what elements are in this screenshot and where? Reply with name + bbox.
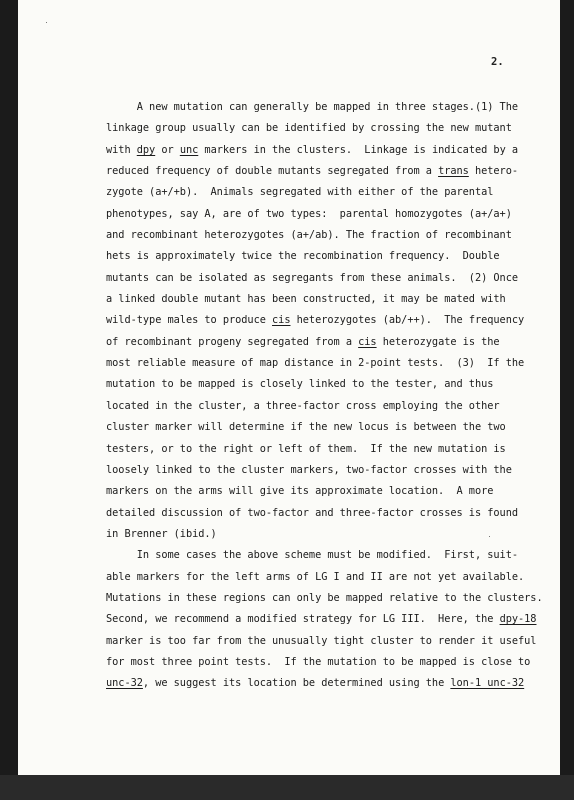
- text-line: [106, 204, 516, 225]
- text-segment: most reliable measure of map distance in 2-point tests. (3) If the: [106, 357, 525, 370]
- text-segment: hets is approximately twice the recombination frequency. Double: [106, 250, 500, 263]
- underlined-term: lon-1 unc-32: [450, 677, 525, 690]
- text-segment: hetero-: [468, 165, 519, 178]
- text-segment: In some cases the above scheme must be modified. First, suit-: [106, 549, 519, 562]
- underlined-term: unc-32: [106, 677, 143, 690]
- text-segment: A new mutation can generally be mapped in three stages.(1) The: [106, 101, 519, 113]
- text-segment: in Brenner (ibid.): [106, 527, 217, 540]
- text-line: [106, 460, 516, 481]
- text-segment: for most three point tests. If the mutation to be mapped is close to: [106, 655, 531, 668]
- text-segment: wild-type males to produce: [106, 314, 273, 327]
- speck: [46, 22, 47, 23]
- text-line: [106, 289, 516, 310]
- text-line: [106, 545, 519, 566]
- text-line: [106, 631, 537, 652]
- text-line: [106, 503, 519, 524]
- text-segment: mutation to be mapped is closely linked to the tester, and thus: [106, 378, 494, 391]
- text-segment: of recombinant progeny segregated from a: [106, 335, 359, 348]
- text-segment: linkage group usually can be identified by crossing the new mutant: [106, 122, 512, 135]
- text-segment: Second, we recommend a modified strategy for LG III. Here, the: [106, 613, 500, 626]
- text-line: [106, 588, 543, 609]
- text-line: [106, 673, 525, 694]
- text-line: [106, 374, 516, 395]
- text-line: [106, 652, 531, 673]
- speck: [489, 536, 490, 537]
- text-line: [106, 481, 516, 502]
- text-line: [106, 439, 516, 460]
- text-line: [106, 97, 519, 118]
- text-line: [106, 567, 525, 588]
- text-segment: markers on the arms will give its approximate location. A more: [106, 485, 494, 498]
- text-segment: markers in the clusters. Linkage is indicated by a: [198, 143, 519, 156]
- body-text: [106, 97, 543, 695]
- text-segment: zygote (a+/+b). Animals segregated with either of the parental: [106, 186, 494, 199]
- text-segment: and recombinant heterozygotes (a+/ab). The fraction of recombinant: [106, 229, 512, 242]
- text-line: [106, 140, 519, 161]
- text-line: [106, 332, 516, 353]
- text-line: [106, 609, 537, 630]
- text-segment: able markers for the left arms of LG I and II are not yet available.: [106, 570, 525, 583]
- text-line: [106, 310, 525, 331]
- text-segment: heterozygate is the: [376, 335, 500, 348]
- text-segment: reduced frequency of double mutants segregated from a: [106, 165, 439, 178]
- text-line: [106, 353, 525, 374]
- text-segment: with: [106, 143, 137, 156]
- underlined-term: cis: [272, 314, 291, 327]
- text-line: [106, 161, 519, 182]
- document-page: [18, 0, 560, 775]
- underlined-term: trans: [438, 165, 469, 178]
- underlined-term: dpy-18: [499, 613, 537, 626]
- page-number: 2.: [491, 56, 504, 68]
- text-segment: marker is too far from the unusually tight cluster to render it useful: [106, 634, 537, 647]
- text-segment: detailed discussion of two-factor and three-factor crosses is found: [106, 506, 519, 519]
- text-segment: testers, or to the right or left of them. If the new mutation is: [106, 442, 506, 455]
- text-segment: cluster marker will determine if the new locus is between the two: [106, 421, 506, 434]
- text-line: [106, 396, 516, 417]
- text-line: [106, 268, 519, 289]
- text-line: [106, 225, 516, 246]
- underlined-term: unc: [179, 143, 199, 156]
- text-line: [106, 118, 516, 139]
- text-segment: or: [155, 143, 180, 156]
- underlined-term: cis: [358, 335, 377, 348]
- text-line: [106, 417, 516, 438]
- text-line: [106, 182, 516, 203]
- text-segment: located in the cluster, a three-factor cross employing the other: [106, 399, 500, 412]
- text-segment: phenotypes, say A, are of two types: parental homozygotes (a+/a+): [106, 207, 512, 220]
- text-segment: a linked double mutant has been constructed, it may be mated with: [106, 293, 506, 306]
- text-segment: , we suggest its location be determined using the: [142, 677, 451, 690]
- text-line: [106, 524, 516, 545]
- text-segment: loosely linked to the cluster markers, two-factor crosses with the: [106, 463, 512, 476]
- underlined-term: dpy: [136, 143, 156, 156]
- text-segment: Mutations in these regions can only be mapped relative to the clusters.: [106, 591, 543, 604]
- text-segment: mutants can be isolated as segregants from these animals. (2) Once: [106, 271, 519, 284]
- text-segment: heterozygotes (ab/++). The frequency: [290, 314, 525, 327]
- text-line: [106, 246, 516, 267]
- bottom-strip: [0, 775, 574, 800]
